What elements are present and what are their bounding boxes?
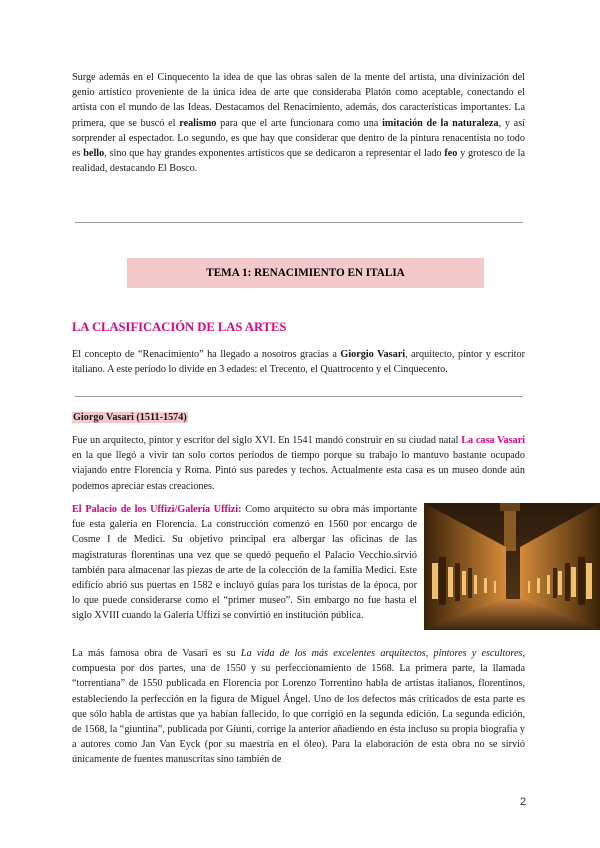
uffizi-block: [72, 502, 417, 624]
vasari-paragraph: [72, 433, 525, 494]
intro-paragraph-run-4: , y así sorprender al espectador. Lo segundo, es que hay que considerar que dentro de la pintura renacentista no todo es: [72, 117, 525, 160]
intro-paragraph-run-0: Surge además en el Cinquecento la idea de que las obras salen de la mente del artista, una divinización del genio artístico proveniente de la única idea de arte que consideraba Platón como aceptable, conectando el artista con el mundo de las Ideas. Destacamos del Renacimiento, además, dos características importantes. La primera, que se buscó el: [72, 72, 525, 129]
vasari-block: [72, 433, 525, 494]
intro-paragraph-run-5: bello: [83, 148, 105, 160]
intro-paragraph: [72, 70, 525, 176]
uffizi-gallery-photo: [424, 503, 600, 630]
page-number: 2: [520, 796, 527, 808]
clasificacion-paragraph-run-1: Giorgio Vasari: [340, 349, 406, 360]
intro-paragraph-run-2: para que el arte funcionara como una: [216, 117, 383, 129]
clasificacion-block: [72, 347, 525, 377]
uffizi-paragraph-run-1: Como arquitecto su obra más importante fue esta galería en Florencia. La construcción comenzó en 1560 por encargo de Cosme I de Medici. Su objetivo principal era albergar las oficinas de las magistraturas florentinas una vez que se quedó pequeño el Palacio Vecchio.sirvió también para almacenar las piezas de arte de la colección de la familia Medici. Este edificio abrió sus puertas en 1582 e incluyó guías para los turistas de la época, por lo que puede considerarse como el “primer museo”. Sin embargo no fue hasta el siglo XVIII cuando la Galería Uffizi se convirtió en institución pública.: [72, 504, 418, 622]
vasari-paragraph-run-0: Fue un arquitecto, pintor y escritor del siglo XVI. En 1541 mandó construir en su ciudad natal: [72, 435, 462, 446]
intro-paragraph-run-3: imitación de la naturaleza: [382, 117, 499, 129]
section-heading: LA CLASIFICACIÓN DE LAS ARTES: [72, 320, 287, 334]
divider-top: [75, 222, 523, 223]
tema-title: TEMA 1: RENACIMIENTO EN ITALIA: [127, 258, 484, 288]
vasari-paragraph-run-2: en la que llegó a vivir tan solo cortos períodos de tiempo porque su trabajo lo mantuvo bastante ocupado viajando entre Florencia y Roma. Pintó sus paredes y techos. Actualmente esta casa es un museo donde aún podemos apreciar estas creaciones.: [72, 450, 525, 492]
clasificacion-paragraph-run-2: , arquitecto, pintor y escritor italiano. A este período lo divide en 3 edades: el Trecento, el Quattrocento y el Cinquecento.: [72, 349, 525, 376]
vidas-paragraph-run-2: compuesta por dos partes, una de 1550 y su perfeccionamiento de 1568. La primera parte, la llamada “torrentiana” de 1550 publicada en Florencia por Lorenzo Torrentino habla de artistas italianos, florentinos, estableciendo la perfección en la figura de Miguel Ángel. Uno de los defectos más criticados de esta parte es que sólo habla de artistas que ya habían fallecido, lo que corrigió en la segunda edición. La segunda edición, de 1568, la “giuntina”, publicada por Giunti, corrige la anterior añadiendo en ésta incluso su propia biografía y a autores como Jan Van Eyck (por su maestría en el óleo). Para la elaboración de esta obra no se sirvió únicamente de fuentes manuscritas sino también de: [72, 663, 525, 766]
vidas-block: [72, 646, 525, 768]
clasificacion-paragraph: [72, 347, 525, 377]
divider-middle: [75, 396, 523, 397]
intro-paragraph-run-1: realismo: [179, 117, 217, 129]
vidas-paragraph-run-0: La más famosa obra de Vasari es su: [72, 648, 241, 659]
clasificacion-paragraph-run-0: El concepto de “Renacimiento” ha llegado a nosotros gracias a: [72, 349, 341, 360]
vasari-label-block: [72, 410, 525, 425]
intro-paragraph-run-6: , sino que hay grandes exponentes artísticos que se dedicaron a representar el lado: [104, 148, 445, 160]
vasari-paragraph-run-1: La casa Vasari: [461, 435, 525, 446]
uffizi-paragraph: [72, 502, 417, 624]
vasari-label: Giorgo Vasari (1511-1574): [73, 412, 187, 423]
intro-paragraph-run-7: feo: [444, 148, 458, 160]
intro-block: [72, 70, 525, 176]
vidas-paragraph: [72, 646, 525, 768]
uffizi-paragraph-run-0: El Palacio de los Uffizi/Galería Uffizi:: [72, 504, 242, 515]
vidas-paragraph-run-1: La vida de los más excelentes arquitectos, pintores y escultores,: [240, 648, 526, 659]
intro-paragraph-run-8: y grotesco de la realidad, destacando El Bosco.: [72, 148, 525, 175]
